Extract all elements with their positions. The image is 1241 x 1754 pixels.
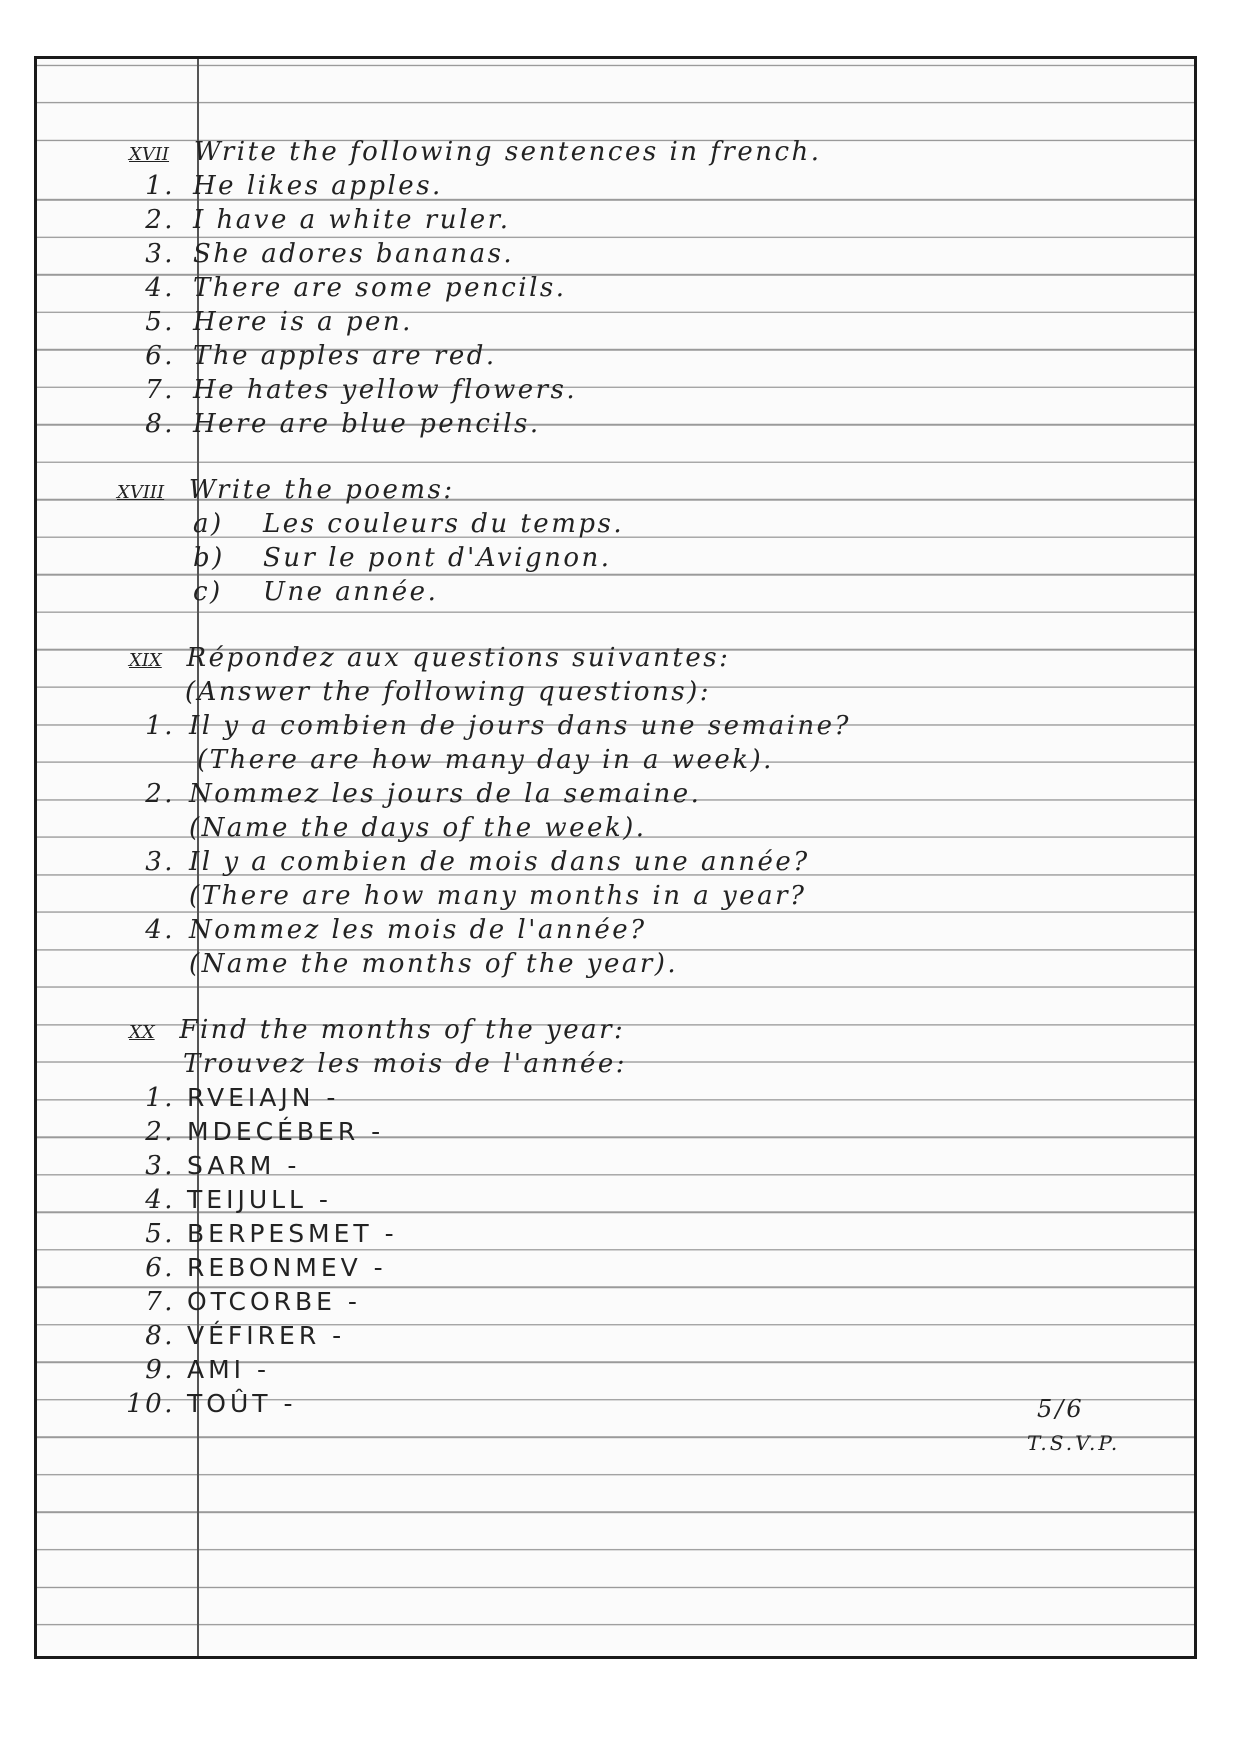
section-heading [129, 137, 822, 170]
section-numeral: XVIII [117, 482, 165, 503]
continue-note: T.S.V.P. [1027, 1431, 1121, 1455]
question-translation: (Name the months of the year). [189, 949, 679, 979]
section-heading [117, 475, 455, 508]
page-number: 5/6 [1037, 1395, 1085, 1423]
section-heading [129, 1015, 625, 1048]
question-translation: (Name the days of the week). [189, 813, 647, 843]
section-title: Find the months of the year: [179, 1015, 626, 1045]
question-translation: (There are how many months in a year? [189, 881, 807, 911]
section-heading [129, 643, 730, 676]
section-subtitle: Trouvez les mois de l'année: [183, 1049, 628, 1079]
section-title: Write the following sentences in french. [193, 137, 822, 167]
section-numeral: XVII [129, 144, 170, 165]
section-title: Répondez aux questions suivantes: [186, 643, 731, 673]
section-title: Write the poems: [188, 475, 455, 505]
notebook-page: XVII Write the following sentences in french. 1. He likes apples. 2. I have a white ruler. 3. She adores bananas. 4. There are some pencils. 5. Here is a pen. 6. The apples are red. 7. He hates yellow flowers. 8. Here are blue pencils. XVIII Write the poems: a) Les couleurs du temps. b) Sur le pont d'Avignon. c) Une année. XIX Répondez aux questions suivantes: (Answer the following questions): 1. Il y a combien de jours dans une semaine? (There are how many day in a week). 2. Nommez les jours de la semaine. (Name the days of the week). 3. Il y a combien de mois dans une année? (There are how many months in a year? 4. Nommez les mois de l'année? (Name the months of the year). XX Find the months of the year: Trouvez les mois de l'année: 1. RVEIAJN - 2. MDECÉBER - 3. SARM - 4. TEIJULL - 5. BERPESMET - 6. REBONMEV - 7. OTCORBE - 8. VÉFIRER - 9. AMI - 10. TOÛT - 5/6 T.S.V.P. [34, 56, 1197, 1659]
section-numeral: XX [129, 1022, 155, 1043]
section-subtitle: (Answer the following questions): [185, 677, 711, 707]
question-translation: (There are how many day in a week). [197, 745, 774, 775]
section-numeral: XIX [129, 650, 162, 671]
